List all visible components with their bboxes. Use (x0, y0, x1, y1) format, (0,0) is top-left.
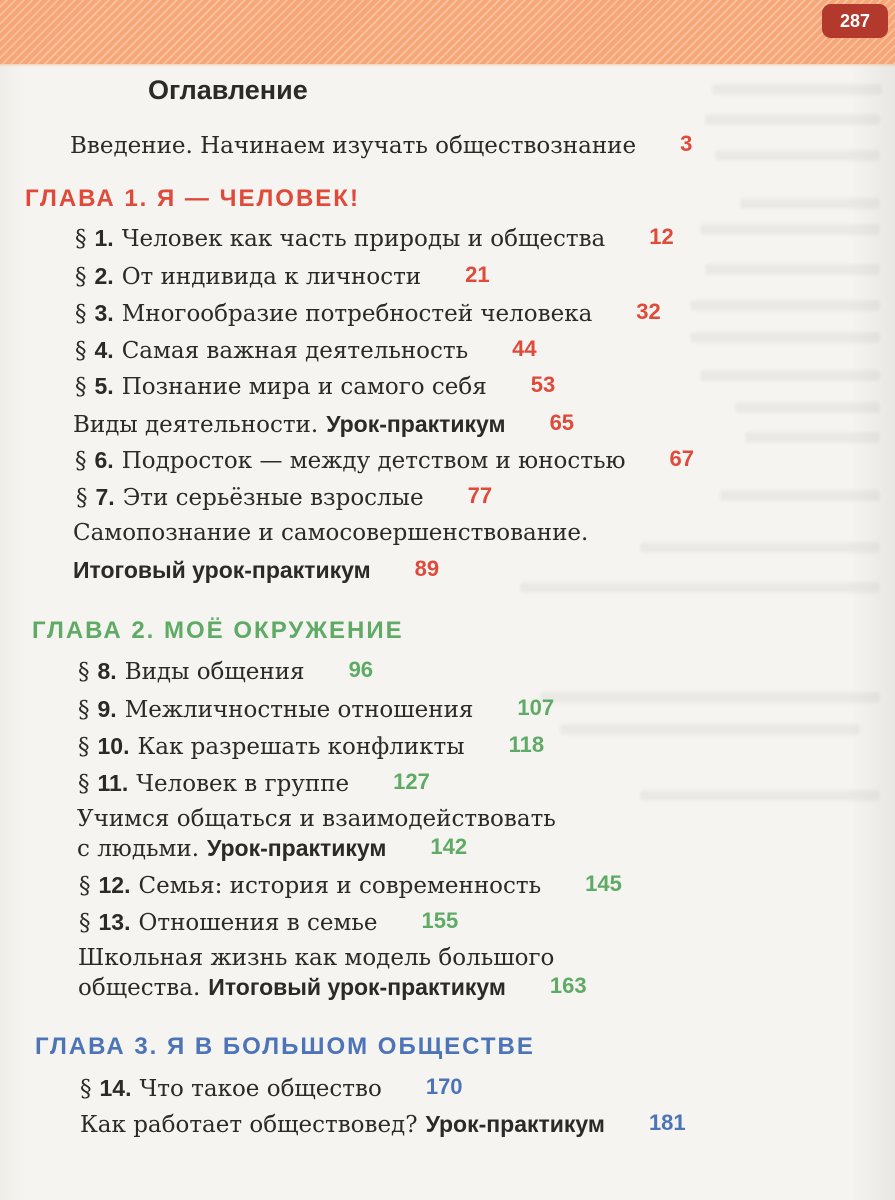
entry-title: Многообразие потребностей человека (121, 301, 593, 327)
section-sign: § (75, 226, 87, 252)
practicum-label: Урок-практикум (326, 411, 506, 437)
section-sign: § (79, 910, 91, 936)
entry-title: Что такое общество (139, 1076, 382, 1102)
page-number: 170 (425, 1074, 463, 1099)
page-number: 44 (512, 336, 537, 361)
toc-entry-practicum (73, 409, 574, 440)
page-number: 118 (508, 732, 545, 757)
toc-entry-final-practicum (73, 519, 588, 586)
practicum-label: Итоговый урок-практикум (208, 974, 506, 1000)
entry-title: Человек в группе (136, 771, 350, 797)
toc-entry (80, 1073, 463, 1104)
bleed-through-shadow (690, 300, 880, 311)
page-number: 77 (467, 483, 493, 508)
entry-title: От индивида к личности (121, 264, 422, 290)
bleed-through-shadow (690, 332, 880, 343)
entry-title: Межличностные отношения (124, 697, 474, 723)
header-band-edge (0, 64, 895, 67)
entry-title: Как работает обществовед? (80, 1112, 418, 1138)
page-number: 163 (549, 973, 587, 998)
section-sign: § (75, 338, 87, 364)
entry-title-line (73, 556, 588, 586)
entry-title: Введение. Начинаем изучать обществознание (70, 133, 637, 159)
toc-entry (75, 261, 490, 292)
bleed-through-shadow (715, 150, 880, 161)
toc-entry-final-practicum (78, 944, 587, 1003)
section-sign: § (80, 1076, 92, 1102)
section-sign: § (78, 659, 90, 685)
toc-entry (75, 223, 674, 254)
bleed-through-shadow (640, 790, 880, 801)
page-number: 107 (517, 695, 555, 720)
entry-title: с людьми. (77, 836, 200, 862)
entry-title: Самая важная деятельность (121, 338, 469, 364)
bleed-through-shadow (735, 402, 880, 413)
section-sign: § (78, 734, 90, 760)
toc-entry-intro (70, 131, 692, 161)
bleed-through-shadow (705, 264, 880, 275)
page-number: 65 (549, 410, 575, 435)
section-number: 2. (94, 263, 114, 289)
toc-entry-practicum (80, 1109, 686, 1140)
bleed-through-shadow (560, 724, 860, 735)
practicum-label: Урок-практикум (207, 835, 387, 861)
entry-title: Отношения в семье (138, 910, 378, 936)
toc-title: Оглавление (148, 75, 308, 105)
bleed-through-shadow (700, 370, 880, 381)
section-number: 7. (95, 484, 115, 510)
entry-title-line (78, 973, 587, 1003)
toc-entry-practicum (77, 805, 556, 864)
section-number: 5. (94, 373, 114, 399)
page-number: 181 (648, 1110, 686, 1135)
bleed-through-shadow (720, 490, 880, 501)
entry-title: общества. (78, 975, 201, 1001)
entry-title-line (77, 834, 556, 864)
page-number: 3 (680, 131, 693, 156)
page-number: 127 (393, 769, 430, 794)
practicum-label: Урок-практикум (425, 1111, 605, 1137)
bleed-through-shadow (700, 224, 880, 235)
entry-title: Виды деятельности. (73, 412, 319, 438)
section-number: 6. (94, 447, 114, 473)
section-sign: § (75, 301, 87, 327)
toc-entry (75, 371, 555, 402)
page-number-badge: 287 (822, 4, 888, 38)
toc-entry (75, 335, 537, 366)
chapter-heading-3: ГЛАВА 3. Я В БОЛЬШОМ ОБЩЕСТВЕ (35, 1033, 535, 1060)
header-band (0, 0, 895, 64)
toc-entry (75, 445, 694, 476)
practicum-label: Итоговый урок-практикум (73, 557, 371, 583)
page-number: 145 (585, 871, 622, 896)
page-number: 67 (669, 446, 695, 471)
bleed-through-shadow (740, 198, 880, 209)
entry-title: Человек как часть природы и общества (121, 226, 606, 252)
bleed-through-shadow (712, 84, 882, 95)
toc-entry (78, 731, 544, 762)
page-number: 96 (348, 657, 374, 682)
entry-title-line: Школьная жизнь как модель большого (78, 945, 555, 971)
page-number: 12 (649, 224, 674, 249)
bleed-through-shadow (540, 692, 880, 703)
section-number: 14. (99, 1075, 132, 1101)
section-sign: § (75, 264, 87, 290)
chapter-heading-1: ГЛАВА 1. Я — ЧЕЛОВЕК! (25, 185, 360, 212)
section-number: 13. (98, 909, 131, 935)
toc-entry (78, 656, 373, 687)
page-number: 32 (636, 299, 661, 324)
section-number: 10. (97, 733, 130, 759)
page-number: 142 (430, 834, 468, 859)
section-sign: § (78, 697, 90, 723)
section-sign: § (79, 873, 91, 899)
section-number: 12. (98, 872, 131, 898)
section-sign: § (78, 771, 90, 797)
section-number: 1. (94, 225, 114, 251)
bleed-through-shadow (705, 114, 880, 125)
entry-title: Познание мира и самого себя (121, 374, 487, 400)
entry-title-line: Самопознание и самосовершенствование. (73, 520, 589, 546)
section-number: 4. (94, 337, 114, 363)
toc-entry (79, 907, 458, 938)
toc-entry (76, 482, 492, 513)
section-number: 8. (97, 658, 117, 684)
section-number: 9. (97, 696, 117, 722)
section-sign: § (76, 485, 88, 511)
bleed-through-shadow (640, 542, 880, 553)
page-number: 21 (465, 262, 490, 287)
section-number: 11. (97, 770, 129, 796)
page-number: 89 (414, 556, 440, 581)
section-number: 3. (94, 300, 114, 326)
section-sign: § (75, 374, 87, 400)
entry-title-line: Учимся общаться и взаимодействовать (77, 806, 556, 832)
page-number: 53 (530, 372, 556, 397)
entry-title: Семья: история и современность (138, 873, 542, 899)
entry-title: Эти серьёзные взрослые (122, 485, 424, 511)
chapter-heading-2: ГЛАВА 2. МОЁ ОКРУЖЕНИЕ (32, 617, 404, 644)
page-number: 155 (421, 908, 459, 933)
toc-entry (75, 298, 661, 329)
section-sign: § (75, 448, 87, 474)
toc-entry (79, 870, 622, 901)
bleed-through-shadow (745, 432, 880, 443)
toc-entry (78, 694, 554, 725)
entry-title: Виды общения (124, 659, 305, 685)
entry-title: Подросток — между детством и юностью (121, 448, 626, 474)
toc-entry (78, 768, 430, 799)
entry-title: Как разрешать конфликты (137, 734, 465, 760)
